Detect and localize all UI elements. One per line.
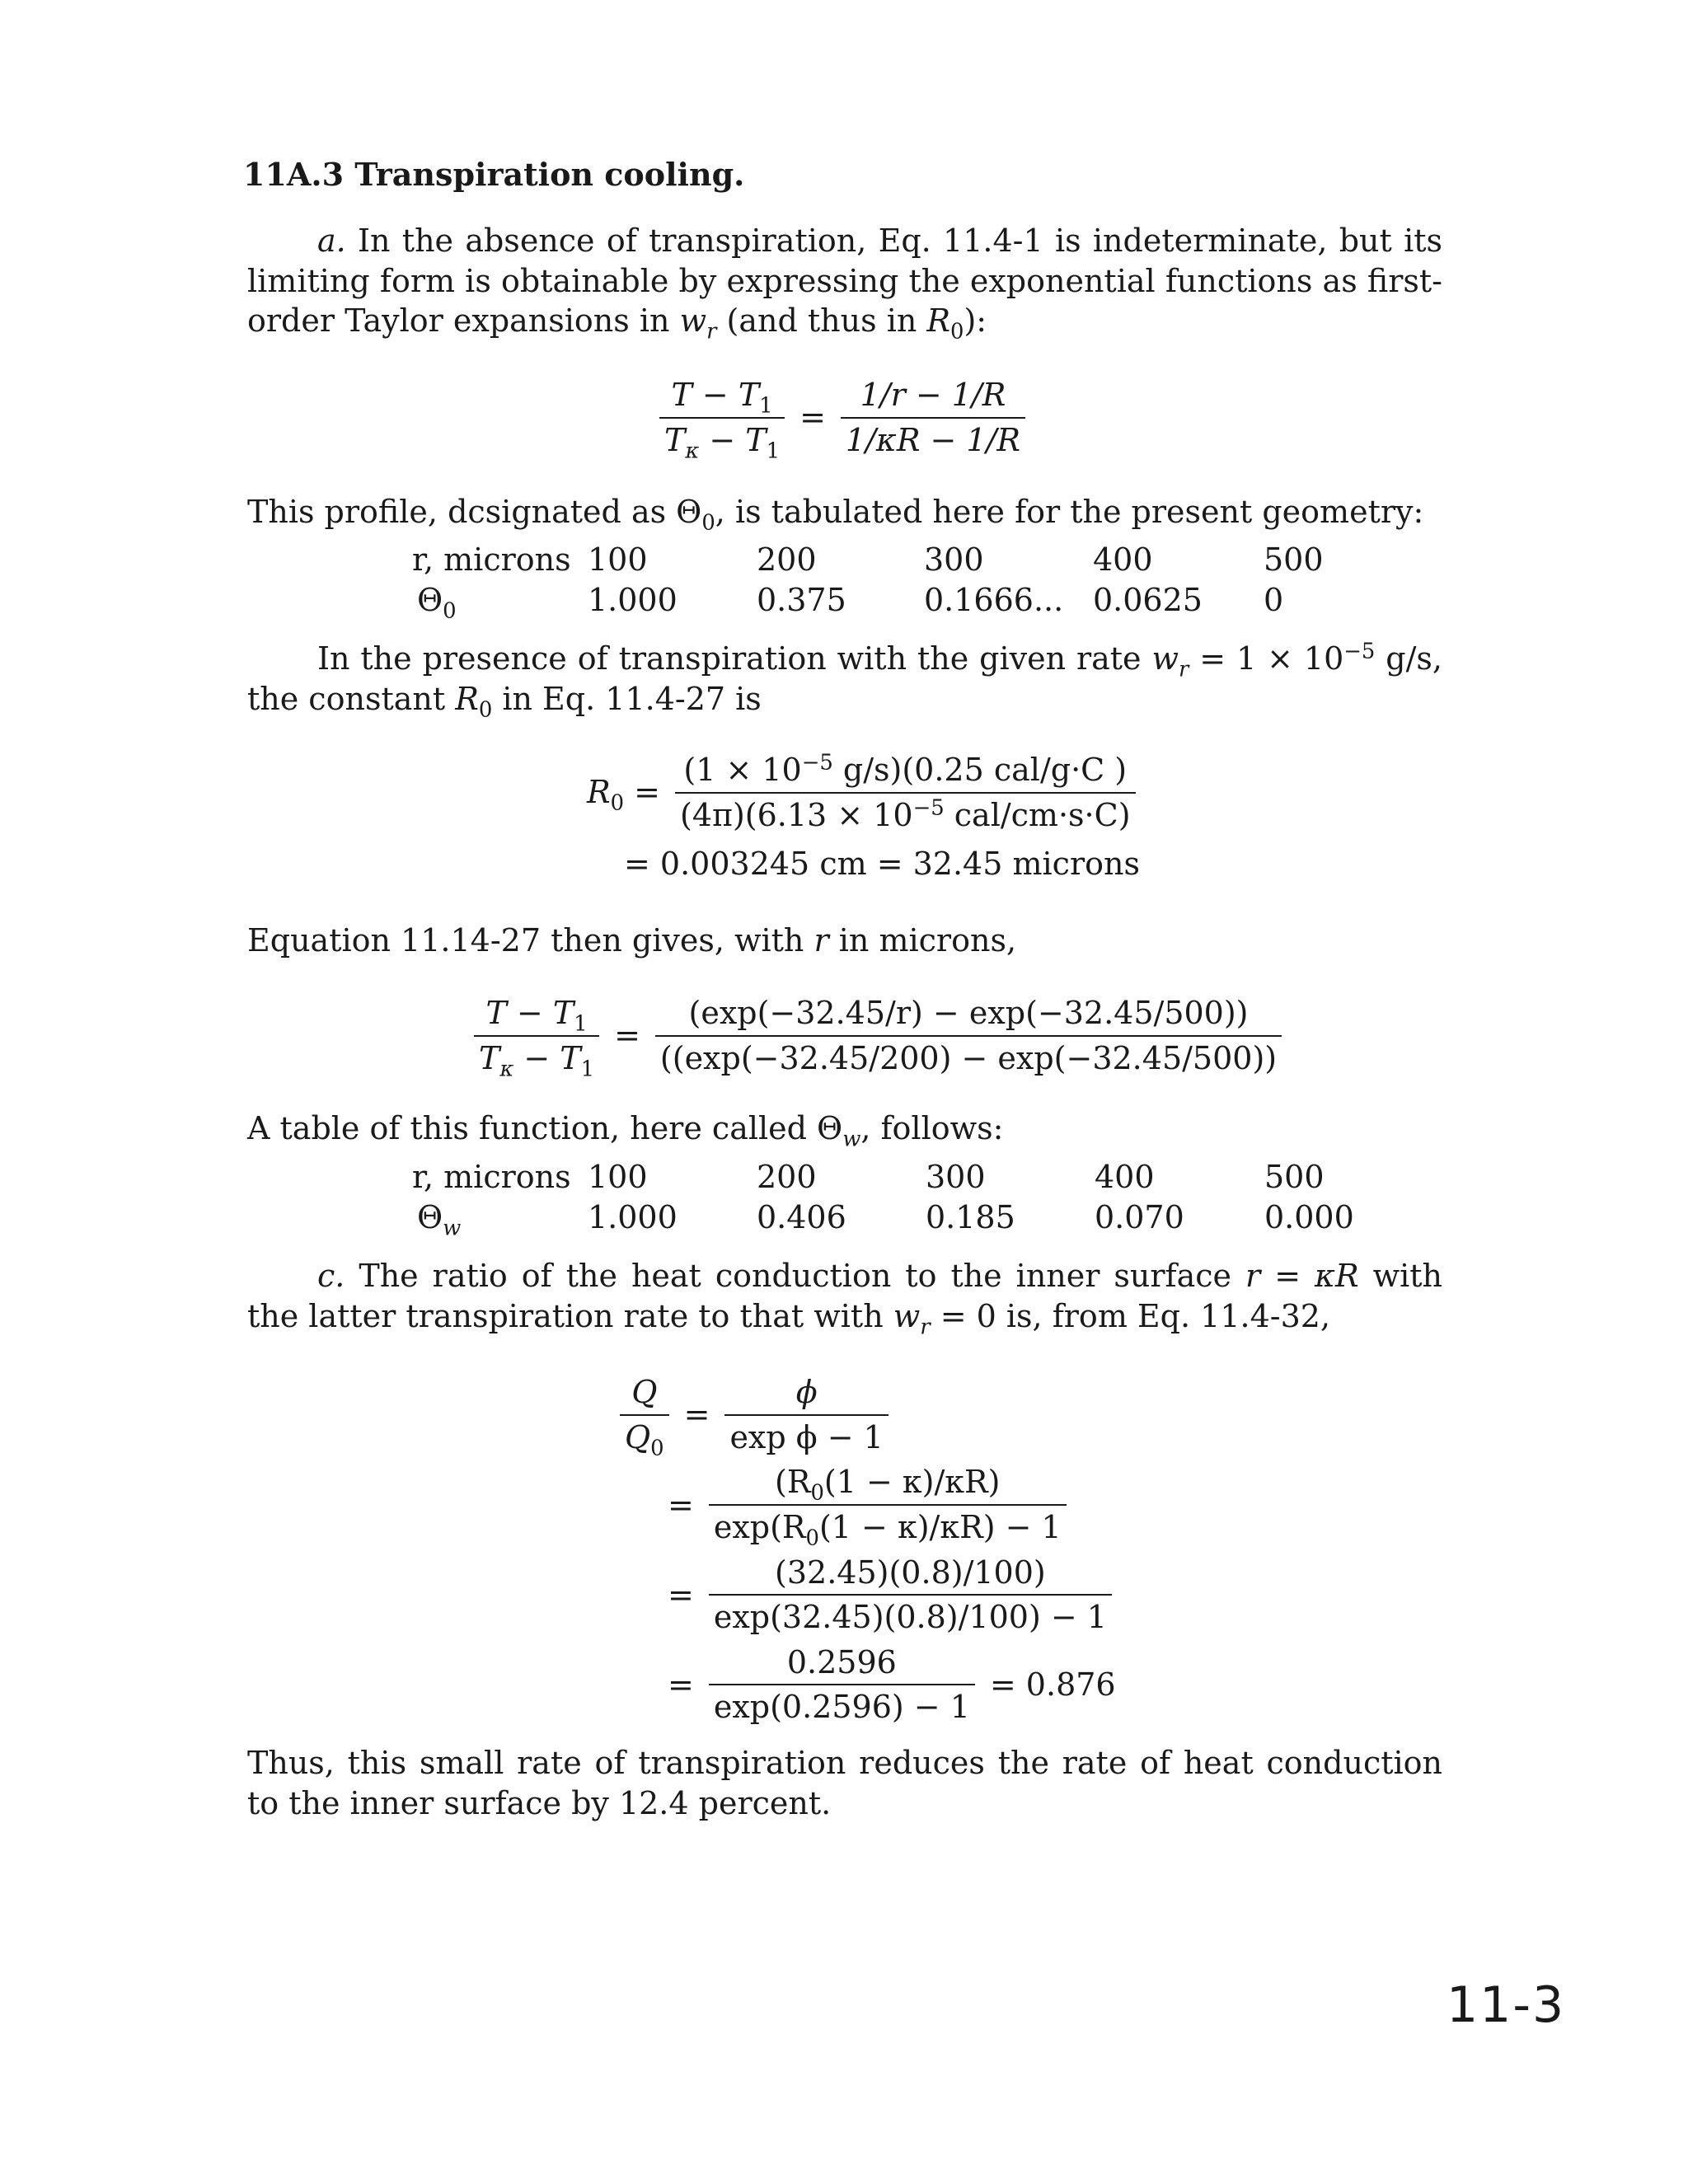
table-cell: 0.406	[757, 1198, 846, 1235]
table-row	[412, 1157, 1354, 1197]
table-cell: 100	[588, 541, 648, 578]
equation-r0: $R_0$ = $\frac{(1 \times 10^{-5} g/s)(0.25 cal/g\cdot C )}{(4\pi)(6.13 \times 10^{-5} cal/cm\cdot s\cdot C)}$	[587, 750, 1136, 835]
profile-sentence: This profile, dcsignated as $\Theta_0$, is tabulated here for the present geometry:	[247, 494, 1424, 536]
handwritten-page-number: 11-3	[1447, 1976, 1566, 2034]
table-intro-sentence: A table of this function, here called $\Theta_w$, follows:	[247, 1110, 1004, 1152]
conclusion-paragraph: Thus, this small rate of transpiration reduces the rate of heat conduction to the inner surface by 12.4 percent.	[247, 1745, 1442, 1821]
table-cell: 0.185	[926, 1198, 1015, 1235]
table-row-label: r, microns	[412, 1159, 571, 1195]
table-cell: 0.375	[757, 581, 846, 618]
part-a-label: a.	[317, 223, 346, 259]
table-row	[412, 1197, 1354, 1238]
theta0-table	[412, 540, 1324, 624]
equation-limiting-form: $\frac{T - T_1}{T_\kappa - T_1}$ = $\frac{1/r - 1/R}{1/\kappa R - 1/R}$	[659, 375, 1025, 460]
part-c-paragraph: c. The ratio of the heat conduction to the inner surface r = κR with the latter transpiration rate to that with $w_r = 0$ is, from Eq. 11.4-32,	[247, 1258, 1442, 1340]
table-cell: 1.000	[588, 1198, 678, 1235]
table-row	[412, 540, 1324, 580]
table-cell: 500	[1264, 541, 1324, 578]
table-cell: 0.1666...	[924, 581, 1064, 618]
equation-transpiration-profile: $\frac{T - T_1}{T_\kappa - T_1}$ = $\frac{(\exp(-32.45/r) - \exp(-32.45/500))}{((\exp(-32.45/200) - \exp(-32.45/500))}$	[474, 993, 1282, 1078]
table-row-label: $\Theta_w$	[417, 1198, 462, 1241]
thetaw-table	[412, 1157, 1354, 1241]
table-row	[412, 580, 1324, 621]
section-heading: 11A.3 Transpiration cooling.	[243, 156, 745, 193]
table-cell: 1.000	[588, 581, 678, 618]
table-row-label: $\Theta_0$	[417, 581, 457, 624]
presence-paragraph: In the presence of transpiration with the given rate $w_r = 1 \times 10^{-5}$ g/s, the constant $R_0$ in Eq. 11.4-27 is	[247, 639, 1442, 723]
table-cell: 300	[924, 541, 984, 578]
table-cell: 400	[1093, 541, 1153, 578]
equation-r0-result: = 0.003245 cm = 32.45 microns	[624, 846, 1140, 882]
part-a-paragraph: a. In the absence of transpiration, Eq. 11.4-1 is indeterminate, but its limiting form is obtainable by expressing the exponential functions as first-order Taylor expansions in $w_r$ (and thus in $R_0$):	[247, 223, 1442, 344]
table-cell: 400	[1095, 1159, 1155, 1195]
equation-sentence: Equation 11.14-27 then gives, with r in microns,	[247, 922, 1017, 958]
table-cell: 100	[588, 1159, 648, 1195]
table-cell: 200	[757, 1159, 817, 1195]
table-cell: 500	[1264, 1159, 1325, 1195]
table-cell: 0	[1264, 581, 1284, 618]
table-row-label: r, microns	[412, 541, 571, 578]
table-cell: 300	[926, 1159, 986, 1195]
table-cell: 0.000	[1264, 1198, 1354, 1235]
table-cell: 200	[757, 541, 817, 578]
equation-heat-ratio: $\frac{Q}{Q_0}$ = $\frac{\phi}{\text{exp ϕ − 1}}$ = $\frac{(R_0(1 - \kappa)/\kappa R)}{\exp(R_0(1 - \kappa)/\kappa R) - 1}$ = $\frac{(32.45)(0.8)/100)}{\exp(32.45)(0.8)/100) - 1}$ = $\frac{0.2596}{\exp(0.2596) - 1}$ = 0.876	[620, 1372, 1116, 1727]
table-cell: 0.070	[1095, 1198, 1184, 1235]
table-cell: 0.0625	[1093, 581, 1203, 618]
part-c-label: c.	[317, 1258, 345, 1294]
